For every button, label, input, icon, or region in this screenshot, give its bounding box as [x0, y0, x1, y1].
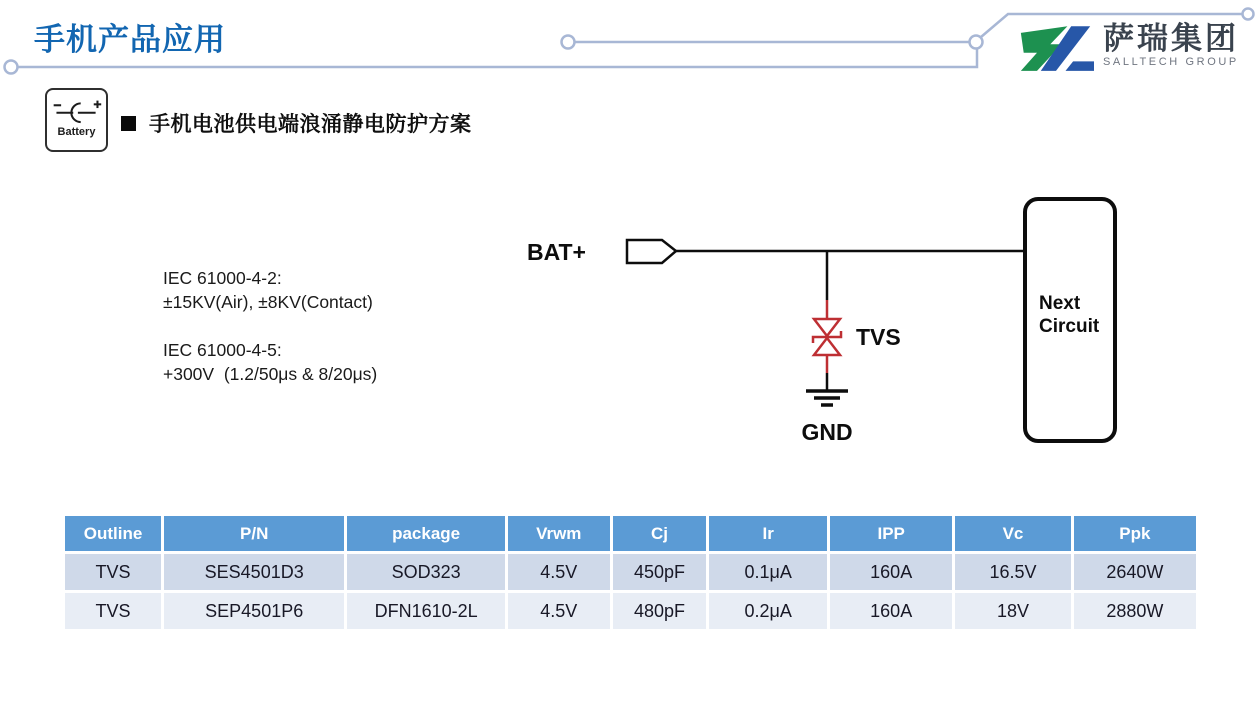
battery-label: Battery [57, 126, 96, 138]
logo-mark-icon [1018, 23, 1094, 75]
column-header: Cj [611, 515, 708, 553]
next-circuit-line1: Next [1039, 293, 1081, 314]
table-cell: 4.5V [506, 553, 611, 592]
table-cell: SES4501D3 [163, 553, 346, 592]
section-heading [121, 108, 472, 138]
iec-4-5-values: +300V (1.2/50μs & 8/20μs) [163, 364, 378, 384]
tvs-diode-symbol [813, 300, 841, 373]
section-heading-text: 手机电池供电端浪涌静电防护方案 [149, 113, 472, 136]
table-row [64, 592, 1198, 631]
logo-text [1103, 23, 1239, 68]
column-header: Vrwm [506, 515, 611, 553]
column-header: P/N [163, 515, 346, 553]
page-title: 手机产品应用 [34, 22, 226, 57]
column-header: Ppk [1072, 515, 1197, 553]
tvs-label: TVS [856, 324, 901, 350]
battery-icon-box [45, 88, 108, 152]
table-cell: 0.1μA [708, 553, 829, 592]
next-circuit-line2: Circuit [1039, 316, 1100, 337]
column-header: package [346, 515, 507, 553]
spec-table [62, 513, 1199, 632]
logo-name-cn: 萨瑞集团 [1103, 21, 1239, 56]
iec-4-2-values: ±15KV(Air), ±8KV(Contact) [163, 292, 373, 312]
table-row [64, 553, 1198, 592]
table-cell: 480pF [611, 592, 708, 631]
ground-symbol [806, 373, 848, 405]
bat-plus-label: BAT+ [527, 239, 586, 265]
table-cell: 160A [829, 553, 954, 592]
iec-spec-block [163, 266, 377, 386]
bat-connector-symbol [627, 240, 676, 263]
table-cell: 16.5V [954, 553, 1072, 592]
table-cell: 160A [829, 592, 954, 631]
table-cell: 2640W [1072, 553, 1197, 592]
square-bullet-icon [121, 116, 136, 131]
table-cell: DFN1610-2L [346, 592, 507, 631]
iec-4-2-title: IEC 61000-4-2: [163, 268, 282, 288]
table-header-row [64, 515, 1198, 553]
table-cell: 18V [954, 592, 1072, 631]
table-cell: 450pF [611, 553, 708, 592]
table-cell: 2880W [1072, 592, 1197, 631]
company-logo [1018, 23, 1239, 75]
table-cell: SEP4501P6 [163, 592, 346, 631]
iec-4-5-title: IEC 61000-4-5: [163, 340, 282, 360]
battery-cell-icon [49, 90, 104, 128]
column-header: IPP [829, 515, 954, 553]
logo-name-en: SALLTECH GROUP [1103, 56, 1239, 68]
gnd-label: GND [801, 419, 853, 445]
table-cell: SOD323 [346, 553, 507, 592]
table-cell: TVS [64, 592, 163, 631]
circuit-diagram [500, 185, 1140, 465]
column-header: Vc [954, 515, 1072, 553]
table-cell: TVS [64, 553, 163, 592]
table-cell: 4.5V [506, 592, 611, 631]
table-cell: 0.2μA [708, 592, 829, 631]
column-header: Outline [64, 515, 163, 553]
column-header: Ir [708, 515, 829, 553]
table-body [64, 553, 1198, 631]
